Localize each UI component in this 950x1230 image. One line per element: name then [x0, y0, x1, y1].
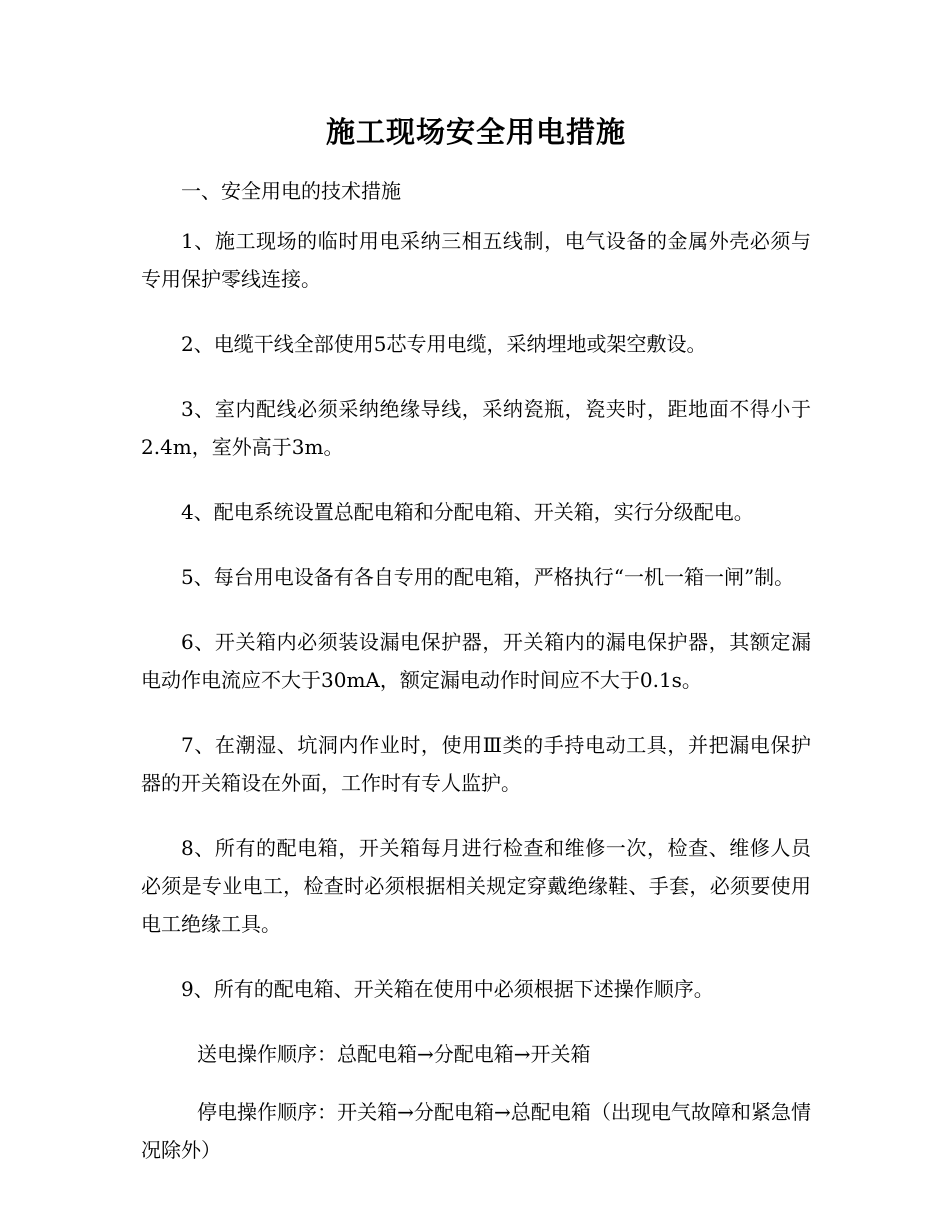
- measure-item-8: 8、所有的配电箱，开关箱每月进行检查和维修一次，检查、维修人员必须是专业电工，检查时必须根据相关规定穿戴绝缘鞋、手套，必须要使用电工绝缘工具。: [141, 836, 811, 936]
- power-on-sequence: 送电操作顺序：总配电箱→分配电箱→开关箱: [197, 1042, 591, 1066]
- measure-item-4: 4、配电系统设置总配电箱和分配电箱、开关箱，实行分级配电。: [181, 500, 754, 524]
- document-title: 施工现场安全用电措施: [325, 115, 626, 149]
- measure-item-5: 5、每台用电设备有各自专用的配电箱，严格执行“一机一箱一闸”制。: [181, 565, 795, 589]
- measure-item-1: 1、施工现场的临时用电采纳三相五线制，电气设备的金属外壳必须与专用保护零线连接。: [141, 229, 811, 291]
- measure-item-9: 9、所有的配电箱、开关箱在使用中必须根据下述操作顺序。: [181, 977, 714, 1001]
- measure-item-7: 7、在潮湿、坑洞内作业时，使用Ⅲ类的手持电动工具，并把漏电保护器的开关箱设在外面，工作时有专人监护。: [141, 733, 811, 795]
- measure-item-2: 2、电缆干线全部使用5芯专用电缆，采纳埋地或架空敷设。: [181, 332, 707, 356]
- power-off-sequence: 停电操作顺序：开关箱→分配电箱→总配电箱（出现电气故障和紧急情况除外）: [141, 1100, 811, 1162]
- measure-item-3: 3、室内配线必须采纳绝缘导线，采纳瓷瓶，瓷夹时，距地面不得小于2.4m，室外高于3m。: [141, 397, 811, 459]
- section-heading: 一、安全用电的技术措施: [181, 179, 401, 203]
- document-body: [141, 112, 811, 1189]
- measure-item-6: 6、开关箱内必须装设漏电保护器，开关箱内的漏电保护器，其额定漏电动作电流应不大于30mA，额定漏电动作时间应不大于0.1s。: [141, 630, 811, 692]
